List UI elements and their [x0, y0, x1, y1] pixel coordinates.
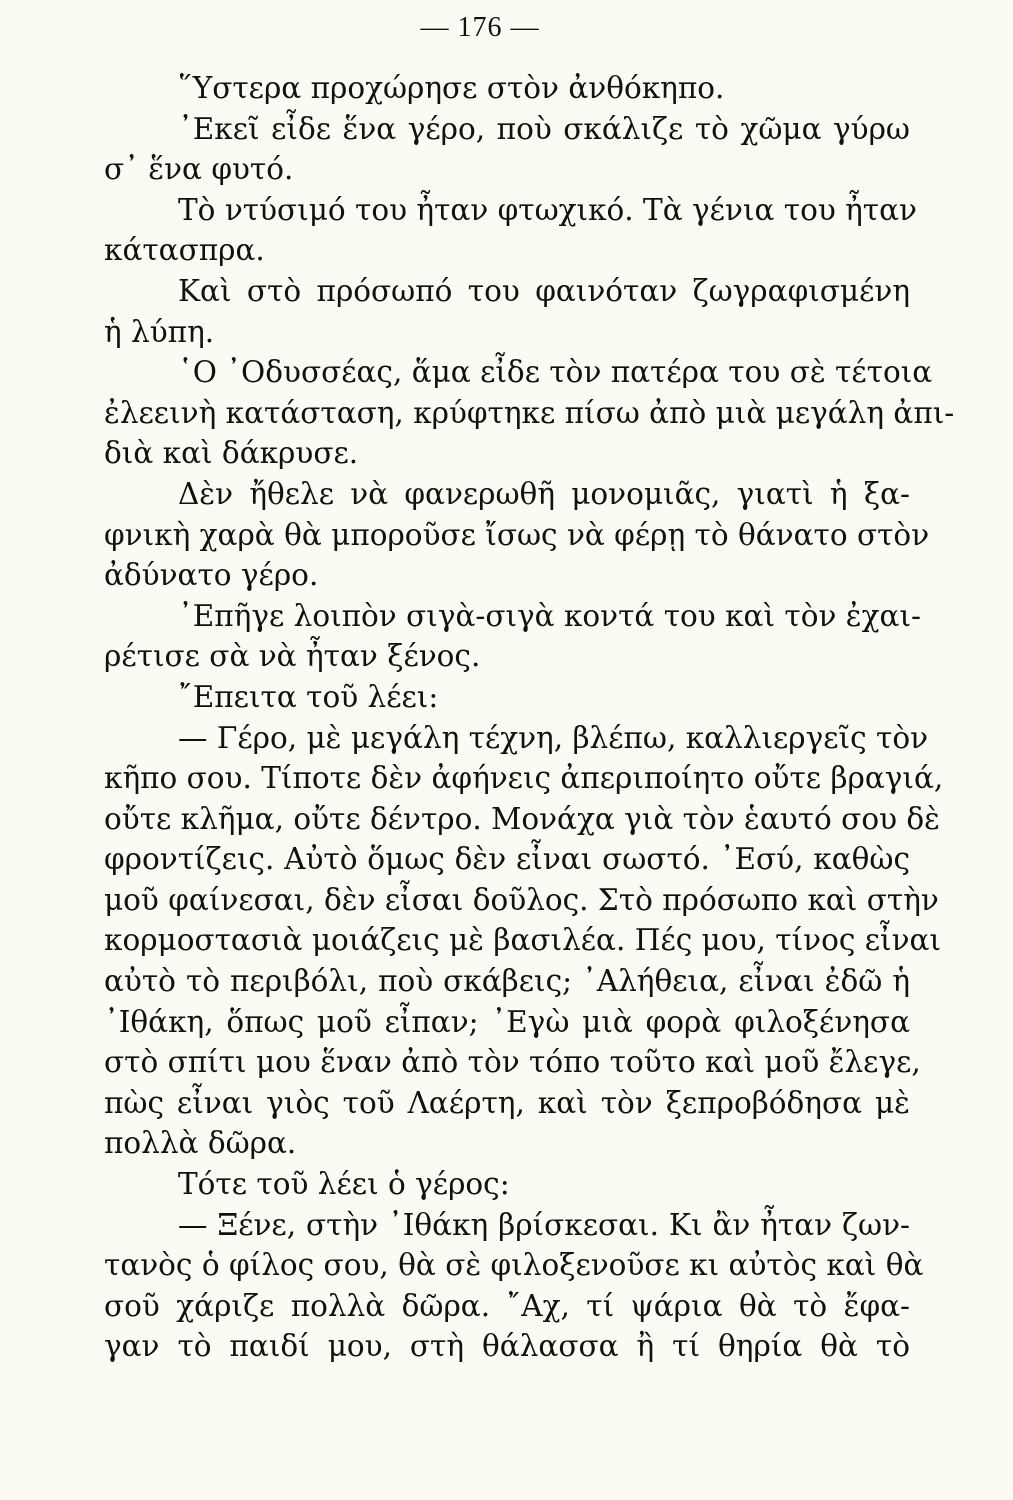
text-line: σ᾿ ἕνα φυτό.	[104, 152, 294, 187]
text-line: Τὸ ντύσιμό του ἦταν φτωχικό. Τὰ γένια του ἦταν	[178, 192, 917, 227]
text-line: Τότε τοῦ λέει ὁ γέρος:	[178, 1167, 510, 1202]
text-line: ᾿Ιθάκη, ὅπως μοῦ εἶπαν; ᾿Εγὼ μιὰ φορὰ φιλοξένησα	[104, 1004, 910, 1039]
text-line: ᾿Επῆγε λοιπὸν σιγὰ-σιγὰ κοντά του καὶ τὸν ἐχαι-	[178, 598, 921, 633]
text-line: διὰ καὶ δάκρυσε.	[104, 436, 359, 471]
text-line: Δὲν ἤθελε νὰ φανερωθῆ μονομιᾶς, γιατὶ ἡ ξα-	[178, 476, 910, 511]
text-line: πολλὰ δῶρα.	[104, 1126, 297, 1161]
text-line: τανὸς ὁ φίλος σου, θὰ σὲ φιλοξενοῦσε κι αὐτὸς καὶ θὰ	[104, 1248, 924, 1283]
text-line: — Ξένε, στὴν ᾿Ιθάκη βρίσκεσαι. Κι ἂν ἦταν ζων-	[178, 1207, 910, 1242]
text-line: ἐλεεινὴ κατάσταση, κρύφτηκε πίσω ἀπὸ μιὰ μεγάλη ἀπι-	[104, 395, 955, 430]
text-line: ἀδύνατο γέρο.	[104, 558, 319, 593]
text-line: ρέτισε σὰ νὰ ἦταν ξένος.	[104, 639, 481, 674]
text-line: πὼς εἶναι γιὸς τοῦ Λαέρτη, καὶ τὸν ξεπροβόδησα μὲ	[104, 1085, 910, 1120]
text-line: σοῦ χάριζε πολλὰ δῶρα. ῎Αχ, τί ψάρια θὰ τὸ ἔφα-	[104, 1288, 910, 1323]
text-line: μοῦ φαίνεσαι, δὲν εἶσαι δοῦλος. Στὸ πρόσωπο καὶ στὴν	[104, 882, 939, 917]
text-line: ἡ λύπη.	[104, 314, 215, 349]
text-line: φνικὴ χαρὰ θὰ μποροῦσε ἴσως νὰ φέρῃ τὸ θάνατο στὸν	[104, 517, 930, 552]
text-line: στὸ σπίτι μου ἕναν ἀπὸ τὸν τόπο τοῦτο καὶ μοῦ ἔλεγε,	[104, 1045, 921, 1080]
text-line: — Γέρο, μὲ μεγάλη τέχνη, βλέπω, καλλιεργεῖς τὸν	[178, 720, 929, 755]
text-line: οὔτε κλῆμα, οὔτε δέντρο. Μονάχα γιὰ τὸν ἑαυτό σου δὲ	[104, 801, 940, 836]
text-line: κάτασπρα.	[104, 233, 265, 268]
text-line: ῾Ο ᾿Οδυσσέας, ἅμα εἶδε τὸν πατέρα του σὲ τέτοια	[178, 355, 933, 390]
text-line: ῞Υστερα προχώρησε στὸν ἀνθόκηπο.	[178, 71, 725, 105]
text-line: φροντίζεις. Αὐτὸ ὅμως δὲν εἶναι σωστό. ᾿Εσύ, καθὼς	[104, 842, 910, 877]
text-line: κῆπο σου. Τίποτε δὲν ἀφήνεις ἀπεριποίητο οὔτε βραγιά,	[104, 761, 944, 796]
page-number: — 176 —	[420, 12, 540, 43]
text-line: αὐτὸ τὸ περιβόλι, ποὺ σκάβεις; ᾿Αλήθεια, εἶναι ἐδῶ ἡ	[104, 964, 910, 999]
body-text	[104, 68, 955, 1367]
text-line: ᾿Εκεῖ εἶδε ἕνα γέρο, ποὺ σκάλιζε τὸ χῶμα γύρω	[178, 111, 910, 146]
text-line: κορμοστασιὰ μοιάζεις μὲ βασιλέα. Πές μου, τίνος εἶναι	[104, 923, 942, 958]
text-line: γαν τὸ παιδί μου, στὴ θάλασσα ἢ τί θηρία θὰ τὸ	[104, 1329, 910, 1364]
text-line: ῎Επειτα τοῦ λέει:	[178, 679, 439, 714]
text-line: Καὶ στὸ πρόσωπό του φαινόταν ζωγραφισμένη	[178, 273, 910, 308]
